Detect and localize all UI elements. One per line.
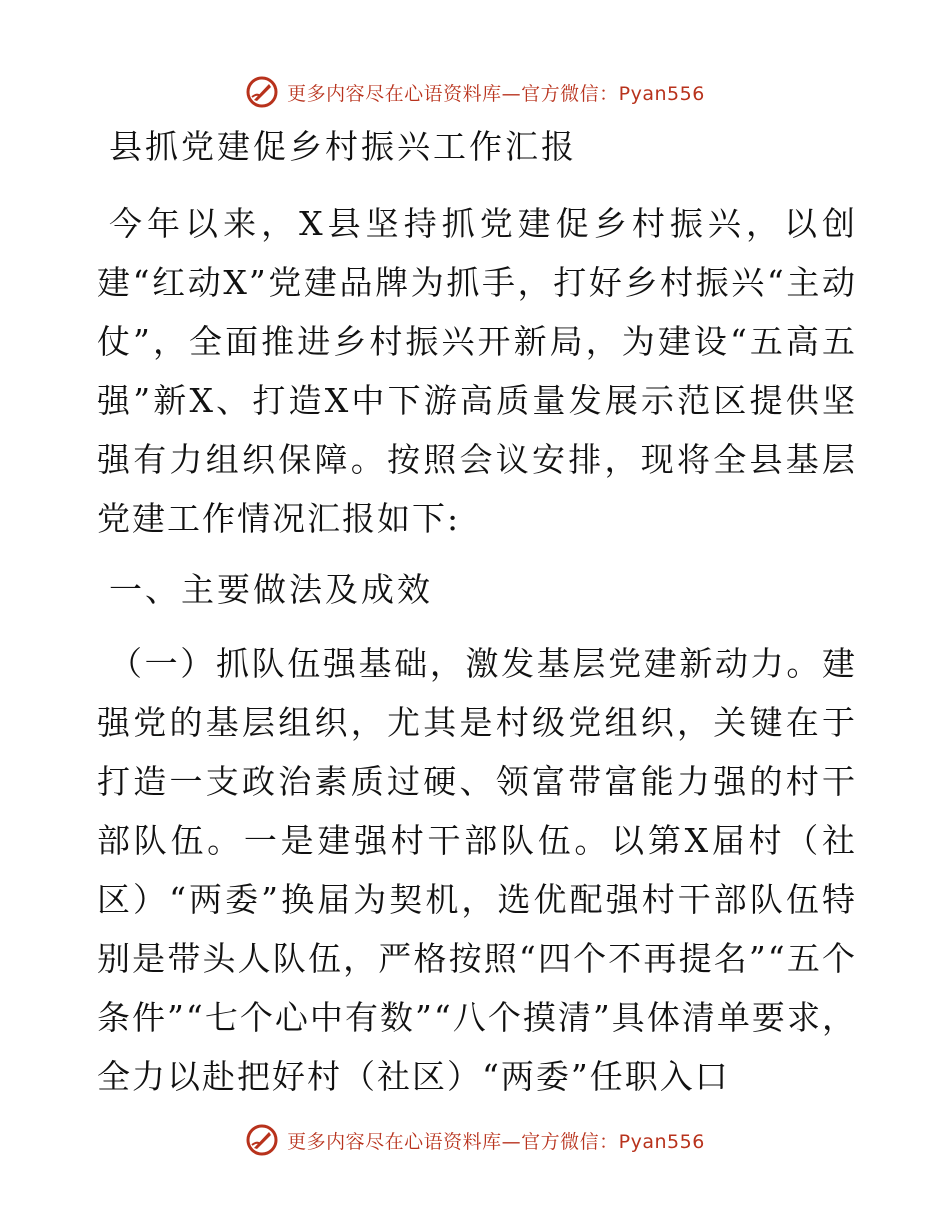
watermark-footer bbox=[0, 1120, 950, 1160]
section-heading: 一、主要做法及成效 bbox=[109, 570, 433, 609]
watermark-text: 更多内容尽在心语资料库—官方微信：Pyan556 bbox=[287, 1130, 705, 1153]
intro-paragraph: 今年以来，X县坚持抓党建促乡村振兴，以创建“红动X”党建品牌为抓手，打好乡村振兴“主动仗”，全面推进乡村振兴开新局，为建设“五高五强”新X、打造X中下游高质量发展示范区提供坚强有力组织保障。按照会议安排，现将全县基层党建工作情况汇报如下: bbox=[97, 204, 857, 538]
quill-seal-icon bbox=[245, 1123, 279, 1157]
section-paragraph: （一）抓队伍强基础，激发基层党建新动力。建强党的基层组织，尤其是村级党组织，关键在于打造一支政治素质过硬、领富带富能力强的村干部队伍。一是建强村干部队伍。以第X届村（社区）“两委”换届为契机，选优配强村干部队伍特别是带头人队伍，严格按照“四个不再提名”“五个条件”“七个心中有数”“八个摸清”具体清单要求，全力以赴把好村（社区）“两委”任职入口 bbox=[97, 644, 857, 1096]
document-body bbox=[97, 120, 857, 1120]
document-title: 县抓党建促乡村振兴工作汇报 bbox=[109, 127, 577, 166]
watermark-text: 更多内容尽在心语资料库—官方微信：Pyan556 bbox=[287, 82, 705, 105]
quill-seal-icon bbox=[245, 75, 279, 109]
watermark-header bbox=[0, 72, 950, 112]
